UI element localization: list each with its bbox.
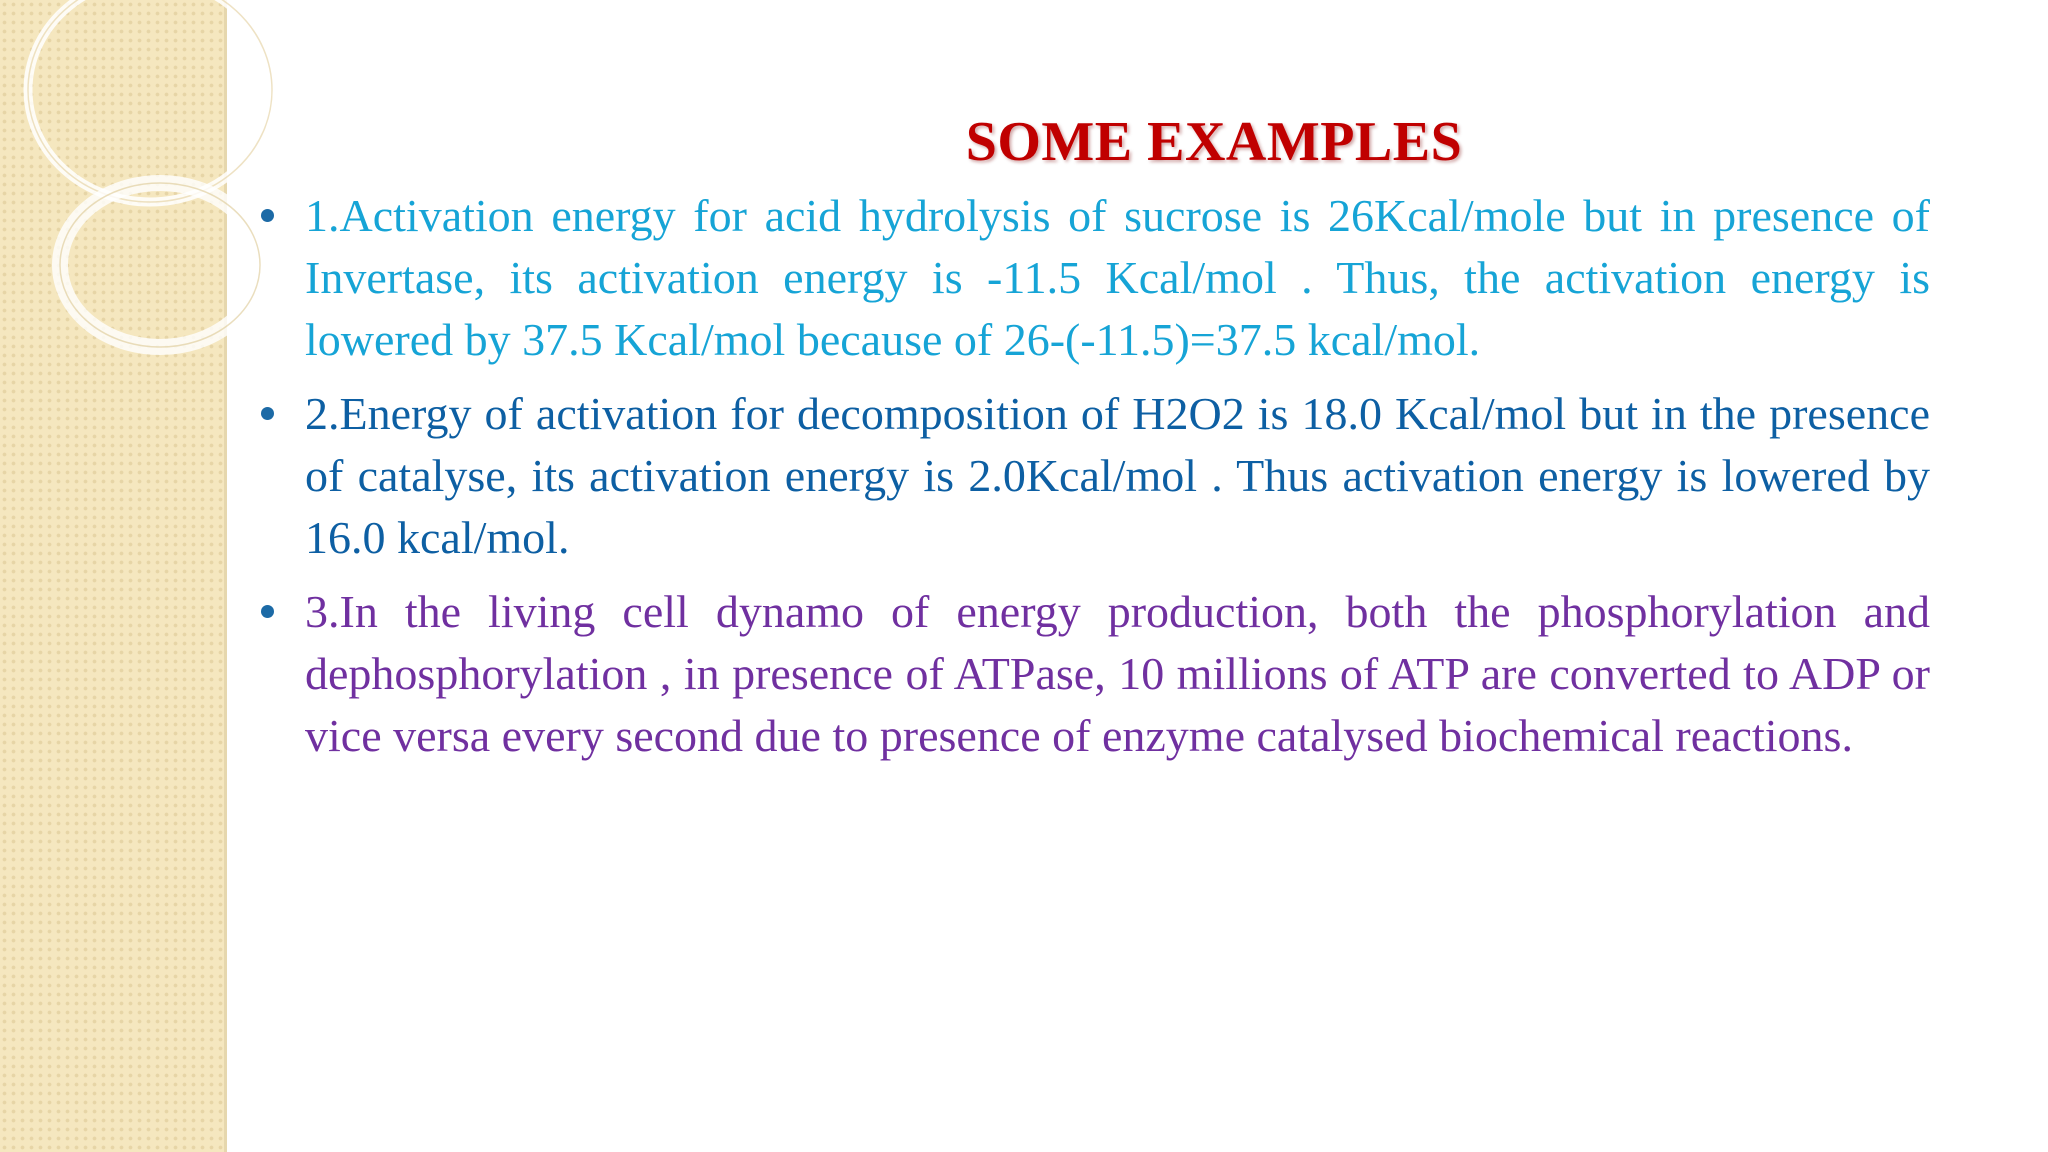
- bullet-dot-icon: [261, 605, 274, 618]
- bullet-item-3: [258, 581, 1930, 767]
- bullet-text-1: 1.Activation energy for acid hydrolysis of sucrose is 26Kcal/mole but in presence of Invertase, its activation energy is -11.5 Kcal/mol . Thus, the activation energy is lowered by 37.5 Kcal/mol because of 26-(-11.5)=37.5 kcal/mol.: [305, 190, 1930, 365]
- examples-bullet-list: [258, 185, 1930, 767]
- bullet-text-2: 2.Energy of activation for decomposition of H2O2 is 18.0 Kcal/mol but in the presence of catalyse, its activation energy is 2.0Kcal/mol . Thus activation energy is lowered by 16.0 kcal/mol.: [305, 388, 1930, 563]
- bullet-item-1: [258, 185, 1930, 371]
- bullet-text-3: 3.In the living cell dynamo of energy production, both the phosphorylation and dephosphorylation , in presence of ATPase, 10 millions of ATP are converted to ADP or vice versa every second due to presence of enzyme catalysed biochemical reactions.: [305, 586, 1930, 761]
- decorative-rings-graphic: [0, 0, 300, 420]
- bullet-item-2: [258, 383, 1930, 569]
- slide-title: SOME EXAMPLES: [965, 111, 1463, 173]
- bullet-dot-icon: [261, 209, 274, 222]
- slide-content: [258, 105, 1930, 779]
- bullet-dot-icon: [261, 407, 274, 420]
